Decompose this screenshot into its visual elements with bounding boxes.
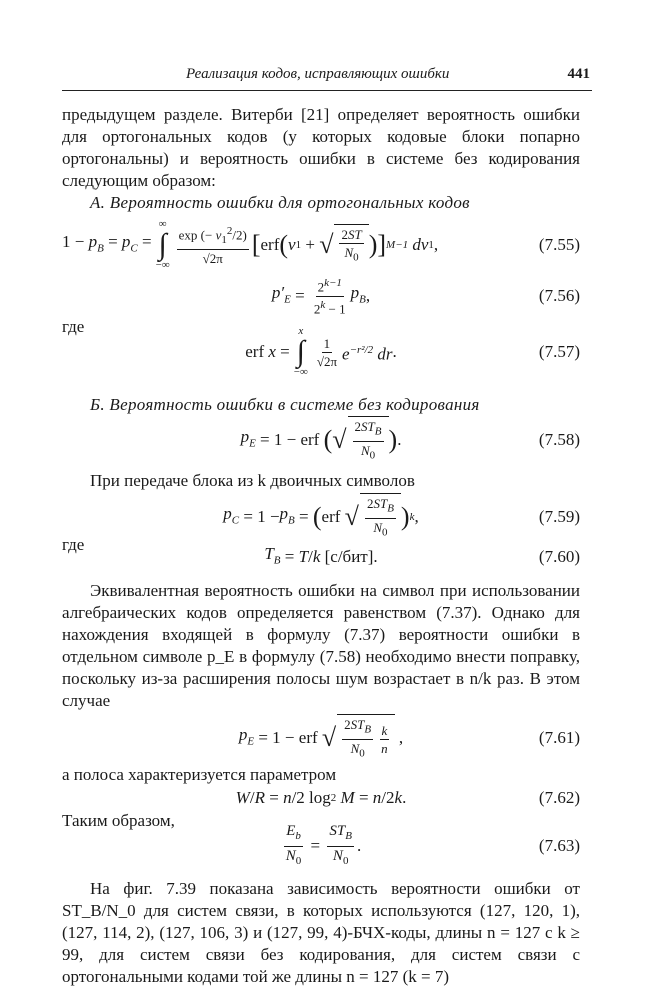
equation-number: (7.61) xyxy=(538,728,580,747)
equation-7-59: $p_C$ = 1 − $p_B$ = ( erf √ $\frac{2ST_B}{N_0}$ ) k , (7.59) xyxy=(62,492,580,542)
heading-uncoded: Б. Вероятность ошибки в системе без кодирования xyxy=(90,395,480,414)
paragraph-intro: предыдущем разделе. Витерби [21] определяет вероятность ошибки для ортогональных кодов (у которых кодовые блоки попарно ортогональны) и вероятность ошибки в системе без кодирования следующим образом: xyxy=(62,105,580,190)
page-header xyxy=(62,66,592,91)
paragraph-figure-7-39: На фиг. 7.39 показана зависимость вероятности ошибки от ST_B/N_0 для систем связи, в которых используются (127, 120, 1), (127, 114, 2), (127, 106, 3) и (127, 99, 4)-БЧХ-коды, длины n = 127 с k ≥ 99, для систем связи без кодирования, для систем связи с ортогональными кодами той же длины n = 127 (k = 7) xyxy=(62,879,580,986)
paragraph-bandwidth: а полоса характеризуется параметром xyxy=(62,765,337,784)
equation-7-62: W / R = n /2 log 2 M = n /2 k . (7.62) xyxy=(235,788,580,807)
equation-number: (7.60) xyxy=(538,547,580,566)
equation-number: (7.59) xyxy=(538,507,580,526)
heading-orthogonal: А. Вероятность ошибки для ортогональных кодов xyxy=(90,193,470,212)
equation-7-60: где $T_B$ = T / k [с/бит]. (7.60) xyxy=(62,535,580,567)
equation-7-57: где erf x = x ∫ −∞ $\frac{1}{√2\pi}$ $e^{-r^2/2}$ dr . (7.57) xyxy=(62,317,580,378)
equation-7-58: $p_E$ = 1 − erf ( √ $\frac{2ST_B}{N_0}$ ) . (7.58) xyxy=(62,416,580,464)
equation-number: (7.63) xyxy=(538,836,580,855)
paragraph-block-transmission: При передаче блока из k двоичных символов xyxy=(90,471,415,490)
where-label: где xyxy=(62,317,85,336)
paragraph-algebraic-codes: Эквивалентная вероятность ошибки на символ при использовании алгебраических кодов определяется равенством (7.37). Однако для нахождения входящей в формулу (7.37) вероятности ошибки в отдельном символе p_E в формулу (7.58) необходимо внести поправку, поскольку из-за расширения полосы шум возрастает в n/k раз. В этом случае xyxy=(62,581,580,710)
equation-number: (7.56) xyxy=(538,286,580,305)
equation-number: (7.62) xyxy=(538,788,580,807)
paragraph-thus: Таким образом, xyxy=(62,811,175,830)
running-title: Реализация кодов, исправляющих ошибки xyxy=(186,66,450,82)
equation-number: (7.57) xyxy=(538,342,580,361)
equation-7-63: $\frac{E_b}{N_0}$ = $\frac{ST_B}{N_0}$ . (7.63) xyxy=(285,822,580,867)
where-label: где xyxy=(62,535,85,554)
page-number: 441 xyxy=(567,66,590,82)
integral-sign: ∞ ∫ −∞ xyxy=(155,218,170,271)
equation-7-56: $p'_E$ = $\frac{2^{k-1}}{2^k - 1}$ $p_B$ , (7.56) xyxy=(271,277,580,316)
equation-number: (7.58) xyxy=(538,430,580,449)
page-body xyxy=(62,104,580,988)
equation-number: (7.55) xyxy=(538,235,580,254)
equation-7-55: $1 - p_B = p_C$ = ∞ ∫ −∞ $\frac{\exp (- v_1^2/2)}{√2\pi}$ [ erf ( v 1 + √ $\frac{2ST}{N_0}$ )] M−1 dv 1 , (7.55) xyxy=(62,218,580,271)
equation-7-61: $p_E$ = 1 − erf √ $\frac{2ST_B}{N_0}$ $\frac{k}{n}$ , (7.61) xyxy=(62,712,580,764)
